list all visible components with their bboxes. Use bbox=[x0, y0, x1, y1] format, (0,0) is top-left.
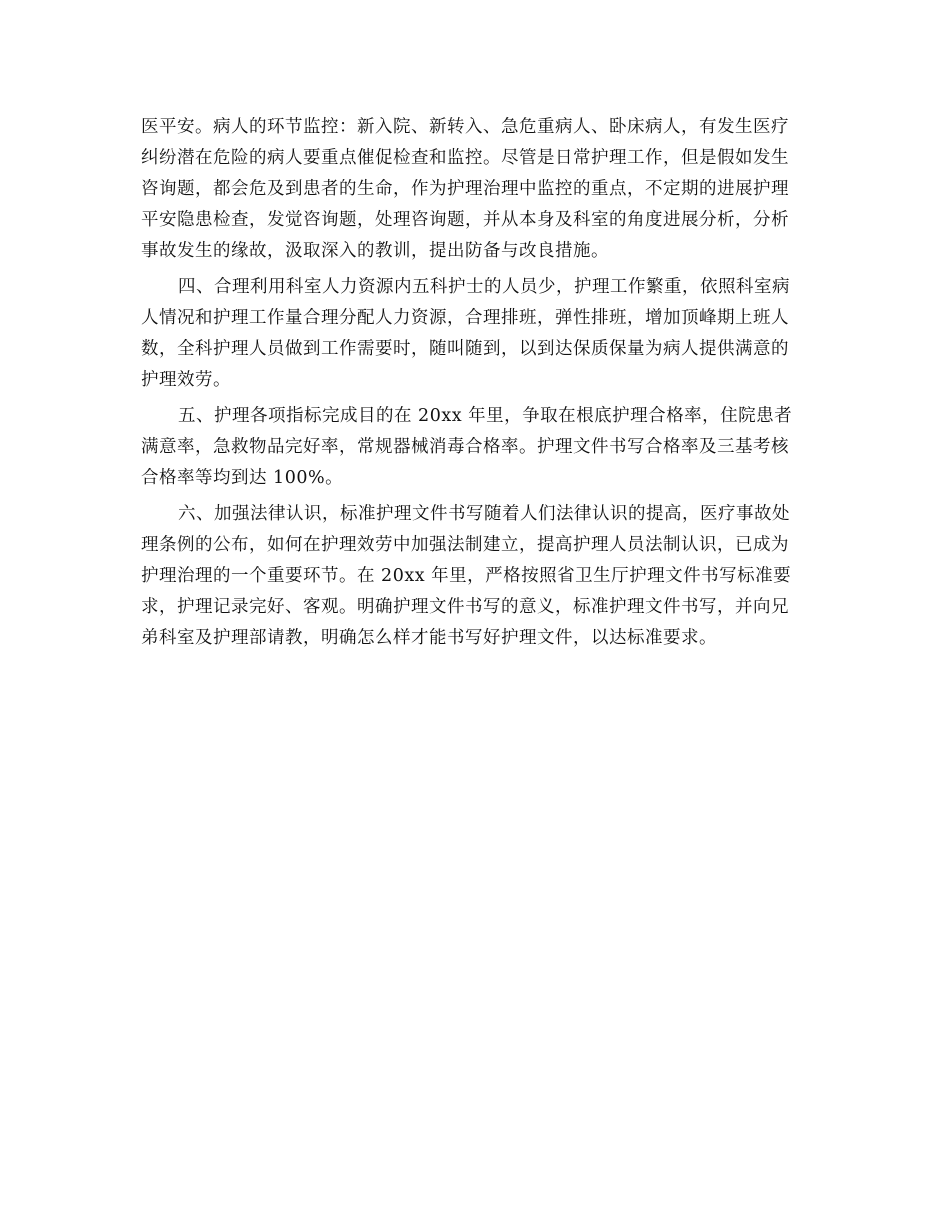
paragraph-section-six bbox=[141, 499, 813, 654]
text-line: 护理效劳。 bbox=[141, 370, 231, 390]
text-line: 纠纷潜在危险的病人要重点催促检查和监控。尽管是日常护理工作，但是假如发生 bbox=[141, 148, 789, 168]
document-body bbox=[141, 112, 813, 654]
text-line: 平安隐患检查，发觉咨询题，处理咨询题，并从本身及科室的角度进展分析，分析 bbox=[141, 210, 789, 230]
paragraph-section-five bbox=[141, 401, 813, 494]
text-line: 六、加强法律认识，标准护理文件书写随着人们法律认识的提高，医疗事故处 bbox=[178, 504, 790, 524]
text-line: 数，全科护理人员做到工作需要时，随叫随到，以到达保质保量为病人提供满意的 bbox=[141, 339, 789, 359]
text-line: 护理治理的一个重要环节。在 20xx 年里，严格按照省卫生厅护理文件书写标准要 bbox=[141, 566, 792, 586]
text-line: 五、护理各项指标完成目的在 20xx 年里，争取在根底护理合格率，住院患者 bbox=[178, 406, 793, 426]
text-line: 合格率等均到达 100%。 bbox=[141, 468, 344, 488]
text-line: 咨询题，都会危及到患者的生命，作为护理治理中监控的重点，不定期的进展护理 bbox=[141, 179, 789, 199]
text-line: 人情况和护理工作量合理分配人力资源，合理排班，弹性排班，增加顶峰期上班人 bbox=[141, 308, 789, 328]
text-line: 理条例的公布，如何在护理效劳中加强法制建立，提高护理人员法制认识，已成为 bbox=[141, 535, 789, 555]
text-line: 求，护理记录完好、客观。明确护理文件书写的意义，标准护理文件书写，并向兄 bbox=[141, 597, 789, 617]
paragraph-section-four bbox=[141, 272, 813, 396]
paragraph-safety-monitoring bbox=[141, 112, 813, 267]
text-line: 四、合理利用科室人力资源内五科护士的人员少，护理工作繁重，依照科室病 bbox=[178, 277, 790, 297]
text-line: 满意率，急救物品完好率，常规器械消毒合格率。护理文件书写合格率及三基考核 bbox=[141, 437, 789, 457]
text-line: 事故发生的缘故，汲取深入的教训，提出防备与改良措施。 bbox=[141, 241, 609, 261]
text-line: 医平安。病人的环节监控：新入院、新转入、急危重病人、卧床病人，有发生医疗 bbox=[141, 117, 789, 137]
text-line: 弟科室及护理部请教，明确怎么样才能书写好护理文件，以达标准要求。 bbox=[141, 628, 717, 648]
